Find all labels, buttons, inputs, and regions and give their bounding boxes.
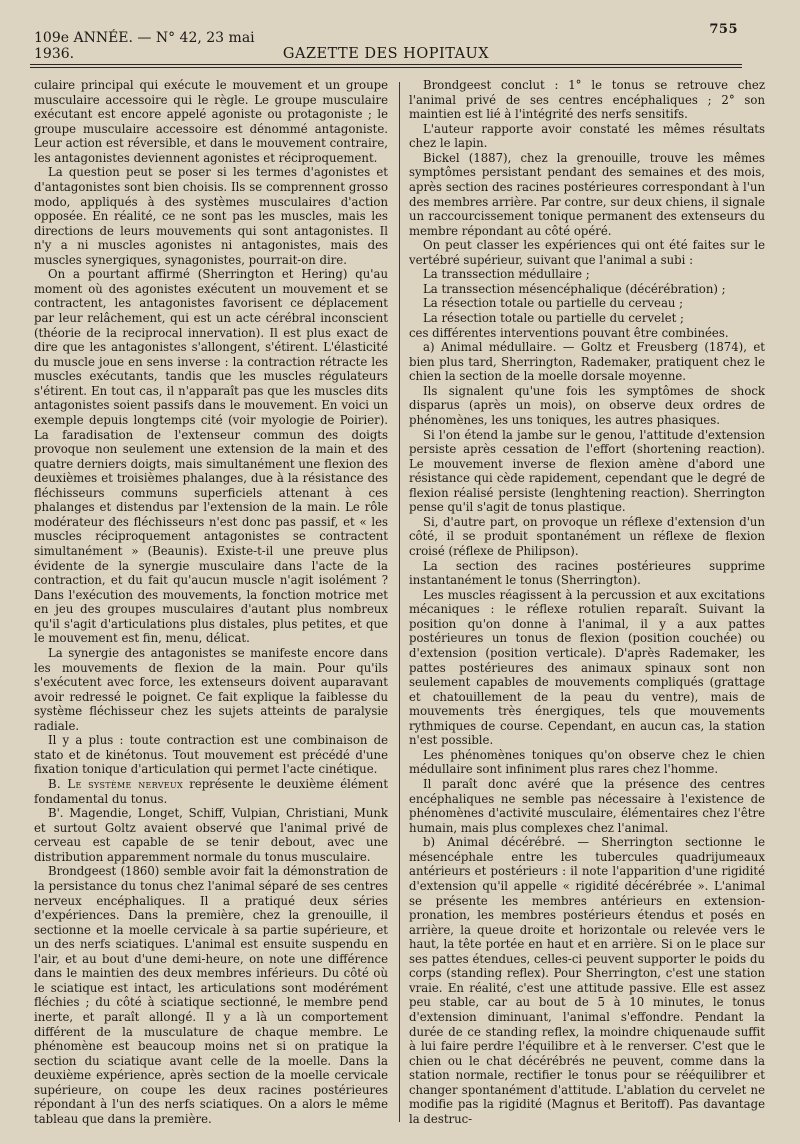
paragraph: On a pourtant affirmé (Sherrington et Hering) qu'au moment où des agonistes exécutent un mouvement et se contractent, les antagonistes favorisent ce déplacement par leur relâchement, qui est un acte cérébral inconscient (théorie de la reciprocal innervation). Il est plus exact de dire que les antagonistes s'allongent, s'étirent. L'élasticité du muscle joue en sens inverse : la contraction rétracte les muscles exécutants, tandis que les muscles régulateurs s'étirent. En tout cas, il n'apparaît pas que les muscles dits antagonistes soient passifs dans le mouvement. En voici un exemple depuis longtemps cité (voir myologie de Poirier). La faradisation de l'extenseur commun des doigts provoque non seulement une extension de la main et des quatre derniers doigts, mais simultanément une flexion des deuxièmes et troisièmes phalanges, due à la résistance des fléchisseurs communs superficiels attenant à ces phalanges et distendus par l'extension de la main. Le rôle modérateur des fléchisseurs n'est donc pas passif, et « les muscles réciproquement antagonistes se contractent simultanément » (Beaunis). Existe-t-il une preuve plus évidente de la synergie musculaire dans l'acte de la contraction, et du fait qu'aucun muscle n'agit isolément ? Dans l'exécution des mouvements, la fonction motrice met en jeu des groupes musculaires d'autant plus nombreux qu'il s'agit d'articulations plus distales, plus petites, et que le mouvement est fin, menu, délicat. — [34, 267, 388, 646]
paragraph: Il paraît donc avéré que la présence des centres encéphaliques ne semble pas nécessaire à l'existence de phénomènes d'activité musculaire, élémentaires chez l'être humain, mais plus complexes chez l'animal. — [409, 777, 765, 835]
paragraph: L'auteur rapporte avoir constaté les mêmes résultats chez le lapin. — [409, 121, 765, 151]
paragraph: Ils signalent qu'une fois les symptômes de shock disparus (après un mois), on observe deux ordres de phénomènes, les uns toniques, les autres phasiques. — [409, 383, 765, 427]
paragraph: B'. Magendie, Longet, Schiff, Vulpian, Christiani, Munk et surtout Goltz avaient observé que l'animal privé de cerveau est capable de se tenir debout, avec une distribution apparemment normale du tonus musculaire. — [34, 806, 388, 864]
paragraph: Bickel (1887), chez la grenouille, trouve les mêmes symptômes persistant pendant des semaines et des mois, après section des racines postérieures correspondant à l'un des membres arrière. Par contre, sur deux chiens, il signale un raccourcissement tonique permanent des extenseurs du membre répondant au côté opéré. — [409, 150, 765, 238]
header-rule-thin — [30, 67, 742, 68]
paragraph: culaire principal qui exécute le mouvement et un groupe musculaire accessoire qui le règle. Le groupe musculaire exécutant est encore appelé agoniste ou protagoniste ; le groupe musculaire accessoire est dénommé antagoniste. Leur action est réversible, et dans le mouvement contraire, les antagonistes deviennent agonistes et réciproquement. — [34, 78, 388, 165]
journal-title: GAZETTE DES HOPITAUX — [282, 46, 490, 62]
paragraph: ces différentes interventions pouvant être combinées. — [409, 325, 729, 340]
list-item: La résection totale ou partielle du cerveau ; — [423, 296, 684, 311]
list-item: La transsection mésencéphalique (décérébration) ; — [423, 281, 726, 296]
section-label: B. Le système nerveux — [48, 777, 183, 791]
paragraph: a) Animal médullaire. — Goltz et Freusberg (1874), et bien plus tard, Sherrington, Rademaker, pratiquent chez le chien la section de la moelle dorsale moyenne. — [409, 340, 765, 384]
paragraph: La question peut se poser si les termes d'agonistes et d'antagonistes sont bien choisis. Ils se comprennent grosso modo, appliqués à des systèmes musculaires d'action opposée. En réalité, ce ne sont pas les muscles, mais les directions de leurs mouvements qui sont antagonistes. Il n'y a ni muscles agonistes ni antagonistes, mais des muscles synergiques, synagonistes, pourrait-on dire. — [34, 165, 388, 267]
paragraph: Les muscles réagissent à la percussion et aux excitations mécaniques : le réflexe rotulien reparaît. Suivant la position qu'on donne à l'animal, il y a aux pattes postérieures un tonus de flexion (position couchée) ou d'extension (position verticale). D'après Rademaker, les pattes postérieures des animaux spinaux sont non seulement capables de mouvements compliqués (grattage et chatouillement de la peau du ventre), mais de mouvements très énergiques, tels que mouvements rythmiques de course. Cependant, en aucun cas, la station n'est possible. — [409, 587, 765, 748]
page-number: 755 — [709, 22, 738, 37]
list-item: La résection totale ou partielle du cervelet ; — [423, 311, 684, 325]
paragraph: b) Animal décérébré. — Sherrington sectionne le mésencéphale entre les tubercules quadrijumeaux antérieurs et postérieurs : il note l'apparition d'une rigidité d'extension qu'il appelle « rigidité décérébrée ». L'animal se présente les membres antérieurs en extension-pronation, les membres postérieurs étendus et posés en arrière, la queue droite et horizontale ou relevée vers le haut, la tête portée en haut et en arrière. Si on le place sur ses pattes étendues, celles-ci peuvent supporter le poids du corps (standing reflex). Pour Sherrington, c'est une station vraie. En réalité, c'est une attitude passive. Elle est assez peu stable, car au bout de 5 à 10 minutes, le tonus d'extension diminuant, l'animal s'effondre. Pendant la durée de ce standing reflex, la moindre chiquenaude suffit à lui faire perdre l'équilibre et à le renverser. C'est que le chien ou le chat décérébrés ne peuvent, comme dans la station normale, rectifier le tonus pour se rééquilibrer et changer spontanément d'attitude. L'ablation du cervelet ne modifie pas la rigidité (Magnus et Beritoff). Pas davantage la destruc- — [409, 835, 765, 1126]
running-header — [34, 30, 738, 62]
paragraph: Les phénomènes toniques qu'on observe chez le chien médullaire sont infiniment plus rares chez l'homme. — [409, 747, 765, 777]
paragraph: La synergie des antagonistes se manifeste encore dans les mouvements de flexion de la main. Pour qu'ils s'exécutent avec force, les extenseurs doivent auparavant avoir redressé le poignet. Ce fait explique la faiblesse du système fléchisseur chez les sujets atteints de paralysie radiale. — [34, 645, 388, 733]
issue-line: 109e ANNÉE. — N° 42, 23 mai 1936. — [34, 30, 255, 62]
header-rule — [30, 64, 742, 65]
right-column — [409, 78, 765, 1127]
paragraph: Brondgeest (1860) semble avoir fait la démonstration de la persistance du tonus chez l'animal séparé de ses centres nerveux encéphaliques. Il a pratiqué deux séries d'expériences. Dans la première, chez la grenouille, il sectionne et la moelle cervicale à sa partie supérieure, et un des nerfs sciatiques. L'animal est ensuite suspendu en l'air, et au bout d'une demi-heure, on note une différence dans le maintien des deux membres inférieurs. Du côté où le sciatique est intact, les articulations sont modérément fléchies ; du côté à sciatique sectionné, le membre pend inerte, et paraît allongé. Il y a là un comportement différent de la musculature de chaque membre. Le phénomène est beaucoup moins net si on pratique la section du sciatique avant celle de la moelle. Dans la deuxième expérience, après section de la moelle cervicale supérieure, on coupe les deux racines postérieures répondant à l'un des nerfs sciatiques. On a alors le même tableau que dans la première. — [34, 864, 388, 1126]
paragraph: Brondgeest conclut : 1° le tonus se retrouve chez l'animal privé de ses centres encéphaliques ; 2° son maintien est lié à l'intégrité des nerfs sensitifs. — [409, 78, 765, 122]
left-column — [34, 78, 388, 1127]
column-divider — [399, 82, 400, 1122]
paragraph: On peut classer les expériences qui ont été faites sur le vertébré supérieur, suivant que l'animal a subi : — [409, 238, 765, 267]
paragraph: Si l'on étend la jambe sur le genou, l'attitude d'extension persiste après cessation de l'effort (shortening reaction). Le mouvement inverse de flexion amène d'abord une résistance qui cède rapidement, cependant que le degré de flexion réalisé persiste (lenghtening reaction). Sherrington pense qu'il s'agit de tonus plastique. — [409, 427, 765, 515]
section-text: représente le deuxième élément fondamental du tonus. — [34, 777, 389, 806]
paragraph: Il y a plus : toute contraction est une combinaison de stato et de kinétonus. Tout mouvement est précédé d'une fixation tonique d'articulation qui permet l'acte cinétique. — [34, 733, 388, 777]
paragraph: Si, d'autre part, on provoque un réflexe d'extension d'un côté, il se produit spontanément un réflexe de flexion croisé (réflexe de Philipson). — [409, 514, 765, 558]
paragraph: La section des racines postérieures supprime instantanément le tonus (Sherrington). — [409, 558, 765, 588]
list-item: La transsection médullaire ; — [423, 267, 590, 282]
section-paragraph — [34, 777, 388, 806]
